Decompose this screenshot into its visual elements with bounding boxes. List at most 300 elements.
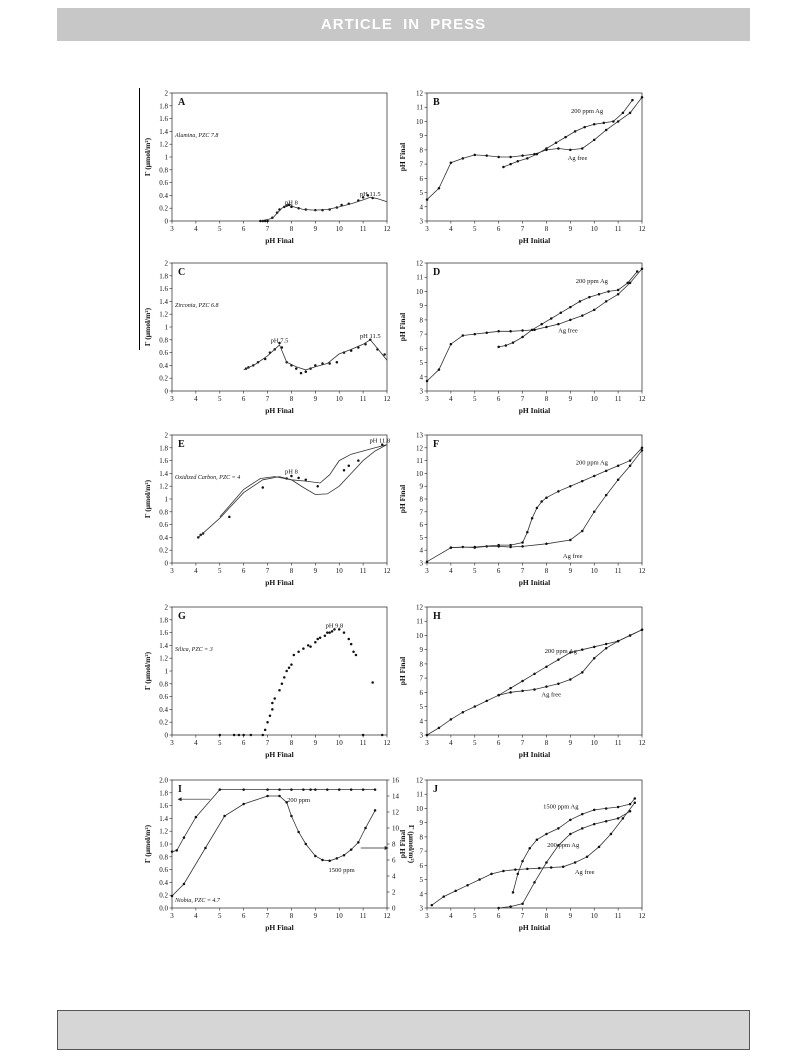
- chart-e-y-tick-label: 0.2: [159, 546, 168, 555]
- chart-d-series-2-point: [497, 346, 500, 349]
- chart-h-x-tick-label: 6: [496, 739, 501, 747]
- chart-h-series-1-point: [426, 734, 429, 737]
- chart-h-x-tick-label: 4: [449, 739, 453, 747]
- chart-c-x-tick-label: 5: [218, 395, 222, 403]
- chart-j-series-3-point: [629, 803, 632, 806]
- chart-e-series-2-line: [198, 445, 387, 538]
- chart-d-x-tick-label: 11: [614, 395, 622, 403]
- chart-panel-c: [140, 255, 400, 425]
- chart-f-y-tick-label: 13: [416, 431, 423, 440]
- chart-e-x-tick-label: 8: [289, 567, 294, 575]
- chart-i-annotation: 200 ppm: [287, 796, 311, 804]
- chart-e-x-tick-label: 9: [313, 567, 318, 575]
- chart-b-y-tick-label: 5: [419, 189, 423, 198]
- chart-a-x-tick-label: 4: [194, 225, 198, 233]
- chart-h-y-tick-label: 12: [416, 603, 423, 612]
- chart-i-series-1-point: [314, 788, 317, 791]
- chart-b-plot-frame: [427, 93, 642, 221]
- chart-i-y2-tick-label: 4: [392, 872, 396, 881]
- chart-b-y-tick-label: 3: [419, 217, 423, 226]
- chart-b-series-1-line: [427, 97, 642, 199]
- chart-h-x-tick-label: 3: [425, 739, 429, 747]
- chart-d-series-1-point: [557, 323, 560, 326]
- chart-i-y-tick-label: 1.6: [159, 802, 168, 811]
- chart-d-x-tick-label: 6: [496, 395, 501, 403]
- chart-h-y-tick-label: 4: [419, 717, 423, 726]
- chart-j-series-1-point: [526, 868, 529, 871]
- chart-b-series-1-point: [462, 157, 465, 160]
- chart-g-series-1-point: [242, 734, 245, 737]
- chart-g-series-1-point: [233, 734, 236, 737]
- chart-g-series-1-point: [348, 638, 351, 641]
- chart-i-left-axis-arrowhead: [178, 797, 182, 801]
- chart-e-series-1-point: [357, 459, 360, 462]
- chart-f-series-2-point: [521, 541, 524, 544]
- chart-e-series-1-point: [262, 486, 265, 489]
- chart-i-x-tick-label: 9: [313, 912, 318, 920]
- chart-d-series-2-point: [550, 317, 553, 320]
- chart-f-x-tick-label: 10: [590, 567, 598, 575]
- chart-i-y-axis-label: Γ (μmol/m²): [143, 824, 152, 864]
- chart-f-x-tick-label: 11: [614, 567, 622, 575]
- chart-f-y-tick-label: 12: [416, 444, 423, 453]
- chart-i-series-1-point: [171, 850, 174, 853]
- chart-h-panel-letter: H: [433, 611, 441, 622]
- chart-i-y2-tick-label: 6: [392, 856, 396, 865]
- chart-b-y-tick-label: 9: [419, 132, 423, 141]
- chart-d-series-1-point: [593, 309, 596, 312]
- chart-h-series-2-point: [641, 629, 644, 632]
- article-in-press-banner: [57, 8, 750, 41]
- chart-j-series-2-point: [569, 833, 572, 836]
- chart-f-x-tick-label: 4: [449, 567, 453, 575]
- chart-g-series-1-point: [316, 638, 319, 641]
- chart-j-series-3-point: [528, 847, 531, 850]
- chart-e-y-tick-label: 1.2: [159, 482, 168, 491]
- chart-b-series-1-point: [497, 156, 500, 159]
- chart-a-y-tick-label: 1.2: [159, 140, 168, 149]
- chart-g-series-1-point: [250, 734, 253, 737]
- chart-i-x-tick-label: 3: [170, 912, 174, 920]
- chart-a-series-1-point: [266, 220, 269, 223]
- chart-b-series-1-point: [485, 154, 488, 157]
- chart-d-series-2-point: [636, 270, 639, 273]
- chart-j-series-1-point: [538, 867, 541, 870]
- chart-f-y-tick-label: 4: [419, 546, 423, 555]
- chart-b-panel-letter: B: [433, 97, 440, 108]
- chart-f-series-2-point: [569, 485, 572, 488]
- chart-g-y-tick-label: 0.4: [159, 705, 168, 714]
- chart-f-y-tick-label: 9: [419, 482, 423, 491]
- chart-j-y-tick-label: 12: [416, 776, 423, 785]
- chart-g-series-1-point: [307, 644, 310, 647]
- chart-f-series-2-point: [526, 531, 529, 534]
- chart-g-series-1-point: [362, 734, 365, 737]
- chart-g-series-1-point: [281, 683, 284, 686]
- chart-f-x-tick-label: 3: [425, 567, 429, 575]
- chart-h-series-2-point: [605, 643, 608, 646]
- chart-h-series-1-point: [485, 700, 488, 703]
- chart-d-series-2-point: [505, 344, 508, 347]
- chart-d-series-1-line: [427, 269, 642, 381]
- chart-f-series-1-point: [426, 560, 429, 563]
- chart-j-x-tick-label: 10: [590, 912, 598, 920]
- chart-e-y-tick-label: 1.4: [159, 469, 168, 478]
- chart-i-series-2-point: [357, 841, 360, 844]
- chart-i-right-axis-arrowhead: [385, 846, 389, 850]
- chart-h-annotation: Ag free: [541, 691, 562, 699]
- chart-a-y-tick-label: 1.6: [159, 115, 168, 124]
- chart-c-y-tick-label: 0.6: [159, 349, 168, 358]
- chart-j-series-1-point: [478, 878, 481, 881]
- chart-c-x-tick-label: 8: [289, 395, 294, 403]
- chart-d-series-1-point: [426, 380, 429, 383]
- chart-e-y-tick-label: 0: [164, 559, 168, 568]
- chart-b-x-tick-label: 4: [449, 225, 453, 233]
- chart-j-annotation: Ag free: [574, 868, 595, 876]
- chart-e-plot-frame: [172, 435, 387, 563]
- chart-j-x-tick-label: 7: [520, 912, 525, 920]
- chart-f-x-tick-label: 7: [520, 567, 525, 575]
- chart-j-series-1-point: [574, 861, 577, 864]
- chart-j-series-1-point: [514, 868, 517, 871]
- chart-a-x-tick-label: 6: [241, 225, 246, 233]
- chart-g-x-tick-label: 4: [194, 739, 198, 747]
- chart-j-series-3-point: [536, 838, 539, 841]
- chart-j-series-2-point: [629, 810, 632, 813]
- chart-g-series-1-point: [352, 651, 355, 654]
- chart-j-y-tick-label: 7: [419, 847, 423, 856]
- chart-i-y-tick-label: 0.4: [159, 878, 168, 887]
- chart-i-series-2-point: [305, 843, 308, 846]
- chart-c-note: Zirconia, PZC 6.8: [175, 303, 219, 309]
- chart-i-y-tick-label: 0.6: [159, 866, 168, 875]
- chart-f-x-tick-label: 5: [473, 567, 477, 575]
- chart-h-plot-frame: [427, 607, 642, 735]
- chart-a-annotation: pH 11.5: [359, 191, 381, 199]
- chart-d-x-tick-label: 10: [590, 395, 598, 403]
- chart-b-series-1-point: [569, 149, 572, 152]
- chart-j-y-tick-label: 3: [419, 904, 423, 913]
- chart-b-x-tick-label: 5: [473, 225, 477, 233]
- chart-d-y-tick-label: 9: [419, 302, 423, 311]
- chart-d-series-1-point: [629, 282, 632, 285]
- chart-d-y-tick-label: 12: [416, 259, 423, 268]
- chart-i-y2-tick-label: 12: [392, 808, 399, 817]
- chart-d-y-tick-label: 10: [416, 287, 423, 296]
- chart-f-series-1-point: [569, 539, 572, 542]
- chart-g-plot-frame: [172, 607, 387, 735]
- chart-i-y-tick-label: 0.0: [159, 904, 168, 913]
- chart-b-series-2-point: [583, 126, 586, 129]
- chart-d-series-1-point: [509, 330, 512, 333]
- chart-j-y-tick-label: 6: [419, 861, 423, 870]
- chart-g-y-tick-label: 0.2: [159, 718, 168, 727]
- chart-f-y-tick-label: 11: [416, 457, 423, 466]
- chart-b-series-2-point: [612, 120, 615, 123]
- chart-j-x-tick-label: 8: [544, 912, 549, 920]
- chart-i-series-1-point: [362, 788, 365, 791]
- chart-i-series-1-point: [302, 788, 305, 791]
- chart-g-x-tick-label: 10: [335, 739, 343, 747]
- chart-e-y-tick-label: 2: [164, 431, 168, 440]
- chart-i-series-2-point: [204, 847, 207, 850]
- chart-h-series-1-point: [581, 671, 584, 674]
- chart-i-series-1-point: [242, 788, 245, 791]
- chart-b-y-tick-label: 7: [419, 160, 423, 169]
- chart-g-x-tick-label: 5: [218, 739, 222, 747]
- chart-e-x-tick-label: 3: [170, 567, 174, 575]
- chart-b-x-tick-label: 6: [496, 225, 501, 233]
- chart-i-series-2-point: [314, 855, 317, 858]
- chart-g-x-tick-label: 6: [241, 739, 246, 747]
- chart-h-y-tick-label: 3: [419, 731, 423, 740]
- chart-j-x-tick-label: 6: [496, 912, 501, 920]
- chart-d-series-2-point: [617, 289, 620, 292]
- chart-d-series-2-point: [607, 290, 610, 293]
- chart-b-series-1-point: [521, 154, 524, 157]
- chart-f-x-tick-label: 8: [544, 567, 549, 575]
- chart-e-note: Oxidized Carbon, PZC = 4: [175, 475, 241, 481]
- chart-c-y-tick-label: 1.6: [159, 285, 168, 294]
- chart-b-x-tick-label: 11: [614, 225, 622, 233]
- chart-b-y-axis-label: pH Final: [398, 142, 407, 172]
- chart-h-series-1-point: [557, 683, 560, 686]
- chart-d-series-1-point: [450, 343, 453, 346]
- chart-d-series-1-point: [438, 368, 441, 371]
- chart-i-series-1-point: [266, 788, 269, 791]
- chart-f-series-1-point: [629, 464, 632, 467]
- chart-i-x-tick-label: 10: [335, 912, 343, 920]
- chart-f-y-tick-label: 10: [416, 469, 423, 478]
- chart-d-series-2-point: [569, 306, 572, 309]
- chart-g-series-1-point: [350, 643, 353, 646]
- chart-c-x-tick-label: 10: [335, 395, 343, 403]
- chart-h-series-2-point: [497, 694, 500, 697]
- chart-d-series-2-point: [598, 293, 601, 296]
- chart-h-annotation: 200 ppm Ag: [544, 648, 577, 656]
- chart-f-y-tick-label: 7: [419, 508, 423, 517]
- chart-b-series-2-point: [622, 112, 625, 115]
- chart-i-y-tick-label: 1.0: [159, 840, 168, 849]
- chart-panel-d: [395, 255, 655, 425]
- chart-j-x-tick-label: 11: [614, 912, 622, 920]
- chart-f-x-tick-label: 12: [638, 567, 646, 575]
- chart-d-series-1-point: [485, 331, 488, 334]
- chart-f-series-2-point: [497, 544, 500, 547]
- chart-j-y-tick-label: 9: [419, 819, 423, 828]
- chart-b-series-2-point: [536, 153, 539, 156]
- chart-j-series-2-point: [521, 902, 524, 905]
- chart-panel-j: [395, 772, 655, 947]
- chart-g-y-tick-label: 0.8: [159, 680, 168, 689]
- chart-b-series-1-point: [605, 129, 608, 132]
- chart-h-y-tick-label: 9: [419, 646, 423, 655]
- chart-j-y-tick-label: 8: [419, 833, 423, 842]
- chart-d-series-1-point: [605, 300, 608, 303]
- chart-i-series-1-point: [219, 788, 222, 791]
- chart-j-series-1-line: [432, 803, 635, 905]
- chart-f-y-tick-label: 3: [419, 559, 423, 568]
- chart-j-y-tick-label: 4: [419, 890, 423, 899]
- chart-f-series-2-point: [536, 507, 539, 510]
- chart-i-series-1-point: [326, 788, 329, 791]
- chart-g-note: Silica, PZC = 3: [175, 647, 213, 653]
- chart-d-series-2-point: [588, 296, 591, 299]
- chart-d-y-tick-label: 11: [416, 273, 423, 282]
- chart-g-y-tick-label: 2: [164, 603, 168, 612]
- chart-d-y-tick-label: 8: [419, 316, 423, 325]
- chart-c-y-tick-label: 1.8: [159, 272, 168, 281]
- chart-e-series-1-point: [343, 469, 346, 472]
- chart-j-series-3-point: [634, 797, 637, 800]
- chart-i-x-tick-label: 11: [359, 912, 367, 920]
- chart-f-series-2-point: [593, 475, 596, 478]
- chart-f-series-1-point: [605, 494, 608, 497]
- chart-panel-e: [140, 427, 400, 597]
- banner-text: ARTICLE IN PRESS: [320, 16, 487, 33]
- chart-i-series-2-point: [242, 803, 245, 806]
- chart-i-note: Niobia, PZC = 4.7: [175, 898, 220, 904]
- chart-a-x-tick-label: 12: [383, 225, 391, 233]
- chart-h-x-axis-label: pH Initial: [518, 750, 551, 759]
- chart-c-x-tick-label: 4: [194, 395, 198, 403]
- chart-f-annotation: 200 ppm Ag: [575, 459, 608, 467]
- chart-i-x-tick-label: 5: [218, 912, 222, 920]
- chart-g-x-tick-label: 8: [289, 739, 294, 747]
- chart-c-y-tick-label: 1: [164, 323, 168, 332]
- chart-g-series-1-point: [290, 663, 293, 666]
- chart-h-y-tick-label: 11: [416, 617, 423, 626]
- chart-a-y-tick-label: 1: [164, 153, 168, 162]
- chart-d-series-2-point: [579, 300, 582, 303]
- chart-i-series-1-point: [350, 788, 353, 791]
- chart-c-series-1-point: [305, 371, 308, 374]
- chart-b-series-2-point: [509, 163, 512, 166]
- chart-h-y-tick-label: 7: [419, 674, 423, 683]
- chart-b-series-2-point: [526, 157, 529, 160]
- chart-j-series-1-point: [550, 866, 553, 869]
- chart-h-series-1-line: [427, 630, 642, 735]
- chart-c-annotation: pH 7.5: [270, 337, 289, 345]
- chart-h-series-1-point: [545, 685, 548, 688]
- chart-d-series-1-point: [521, 329, 524, 332]
- chart-i-series-2-point: [290, 815, 293, 818]
- chart-j-series-1-point: [431, 904, 434, 907]
- chart-e-x-tick-label: 6: [241, 567, 246, 575]
- chart-b-series-1-point: [581, 147, 584, 150]
- chart-a-panel-letter: A: [178, 97, 186, 108]
- chart-h-series-1-point: [533, 688, 536, 691]
- chart-b-series-2-point: [593, 123, 596, 126]
- chart-d-y-tick-label: 4: [419, 373, 423, 382]
- chart-e-annotation: pH 11.8: [369, 437, 391, 445]
- chart-g-series-1-point: [264, 729, 267, 732]
- chart-i-series-2-point: [321, 859, 324, 862]
- chart-b-series-2-point: [555, 142, 558, 145]
- chart-a-x-tick-label: 8: [289, 225, 294, 233]
- chart-i-series-2-point: [223, 815, 226, 818]
- chart-f-series-2-point: [641, 447, 644, 450]
- chart-j-series-1-point: [502, 870, 505, 873]
- chart-g-series-1-point: [324, 635, 327, 638]
- chart-h-y-tick-label: 6: [419, 688, 423, 697]
- chart-a-note: Alumina, PZC 7.8: [175, 133, 219, 139]
- chart-b-x-tick-label: 10: [590, 225, 598, 233]
- chart-d-x-axis-label: pH Initial: [518, 406, 551, 415]
- chart-i-series-1-point: [374, 788, 377, 791]
- chart-e-series-1-point: [316, 485, 319, 488]
- chart-e-x-tick-label: 7: [265, 567, 270, 575]
- chart-j-series-1-point: [586, 856, 589, 859]
- chart-c-series-1-point: [300, 372, 303, 375]
- chart-j-series-2-point: [581, 827, 584, 830]
- chart-panel-f: [395, 427, 655, 597]
- chart-e-panel-letter: E: [178, 439, 185, 450]
- chart-a-y-tick-label: 1.4: [159, 127, 168, 136]
- chart-b-y-tick-label: 11: [416, 103, 423, 112]
- chart-b-series-1-point: [557, 147, 560, 150]
- chart-i-series-2-point: [297, 831, 300, 834]
- chart-c-y-tick-label: 0.2: [159, 374, 168, 383]
- chart-i-y-tick-label: 1.8: [159, 789, 168, 798]
- chart-g-series-1-point: [288, 667, 291, 670]
- chart-b-series-1-point: [474, 154, 477, 157]
- chart-c-panel-letter: C: [178, 267, 186, 278]
- chart-g-y-axis-label: Γ (μmol/m²): [143, 651, 152, 691]
- chart-e-y-axis-label: Γ (μmol/m²): [143, 479, 152, 519]
- chart-h-series-2-point: [593, 646, 596, 649]
- chart-j-series-3-point: [581, 813, 584, 816]
- chart-h-series-1-point: [569, 678, 572, 681]
- chart-h-series-1-point: [521, 690, 524, 693]
- chart-c-series-1-point: [336, 361, 339, 364]
- chart-d-series-1-point: [497, 330, 500, 333]
- chart-e-series-1-point: [228, 516, 231, 519]
- chart-i-y-tick-label: 1.4: [159, 814, 168, 823]
- chart-j-series-1-point: [622, 817, 625, 820]
- chart-a-y-tick-label: 0: [164, 217, 168, 226]
- chart-i-x-tick-label: 4: [194, 912, 198, 920]
- chart-e-x-axis-label: pH Final: [265, 578, 294, 587]
- chart-j-series-2-point: [533, 881, 536, 884]
- chart-f-series-2-point: [581, 480, 584, 483]
- chart-d-series-1-point: [641, 267, 644, 270]
- chart-j-x-axis-label: pH Initial: [518, 923, 551, 932]
- chart-f-panel-letter: F: [433, 439, 440, 450]
- chart-j-series-1-point: [610, 833, 613, 836]
- chart-f-y-axis-label: pH Final: [398, 484, 407, 514]
- chart-h-x-tick-label: 5: [473, 739, 477, 747]
- chart-b-y-tick-label: 12: [416, 89, 423, 98]
- chart-i-y2-tick-label: 8: [392, 840, 396, 849]
- chart-j-series-3-point: [569, 819, 572, 822]
- chart-i-series-1-point: [278, 788, 281, 791]
- chart-f-y-tick-label: 6: [419, 521, 423, 530]
- chart-e-x-tick-label: 10: [335, 567, 343, 575]
- chart-i-series-2-point: [328, 860, 331, 863]
- chart-d-series-1-point: [569, 319, 572, 322]
- chart-j-series-2-point: [497, 907, 500, 910]
- chart-e-y-tick-label: 1.8: [159, 444, 168, 453]
- chart-b-series-1-point: [641, 96, 644, 99]
- chart-j-x-tick-label: 3: [425, 912, 429, 920]
- chart-g-series-1-point: [309, 645, 312, 648]
- chart-e-annotation: pH 8: [285, 468, 298, 476]
- chart-d-series-2-line: [499, 272, 638, 347]
- chart-i-series-1-point: [338, 788, 341, 791]
- chart-f-series-1-point: [545, 543, 548, 546]
